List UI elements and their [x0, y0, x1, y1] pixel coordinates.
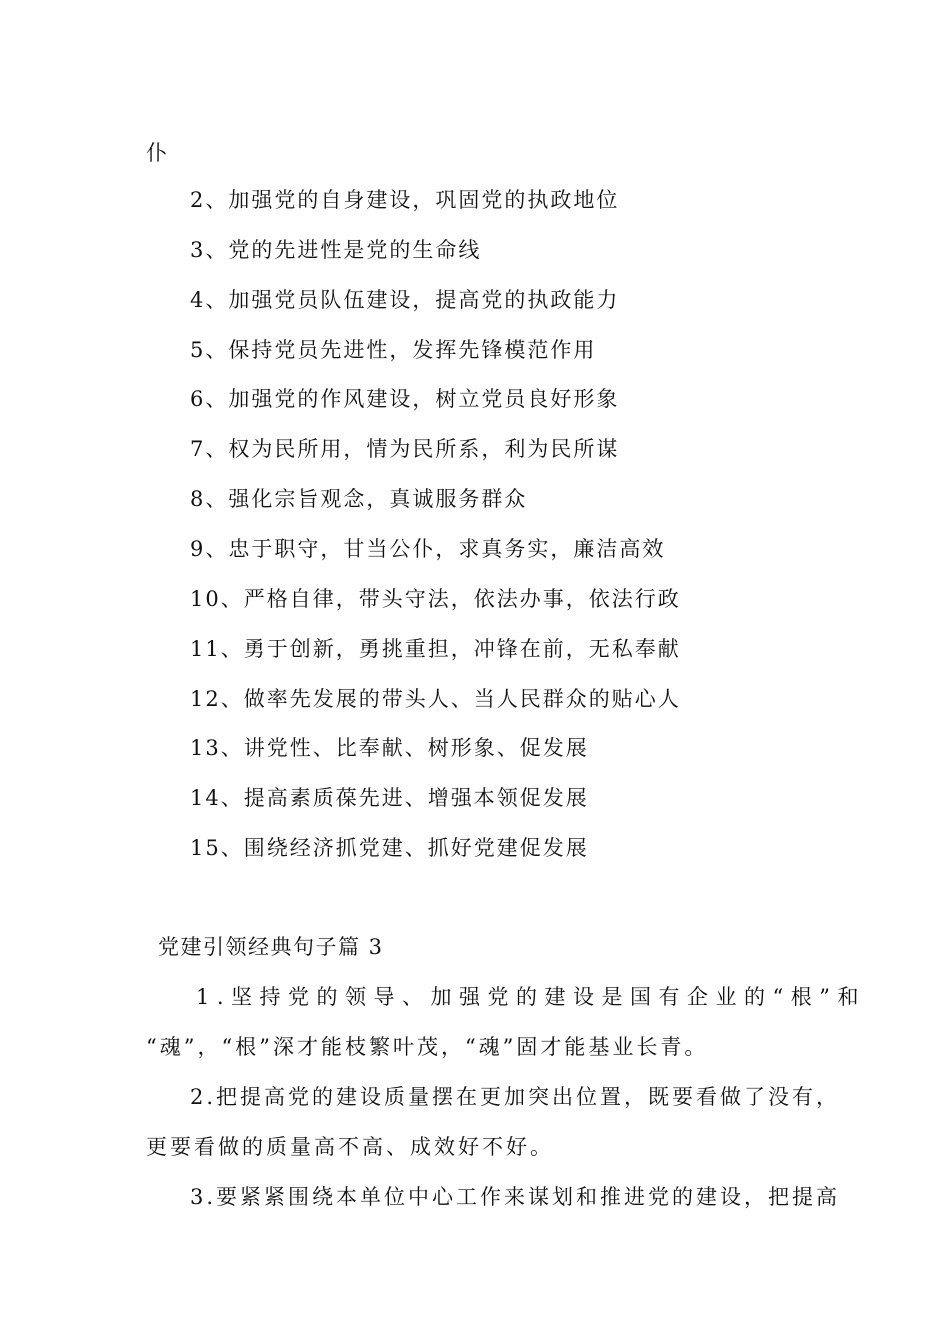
list-item: 10、严格自律，带头守法，依法办事，依法行政	[190, 587, 681, 611]
list-item: 15、围绕经济抓党建、抓好党建促发展	[190, 836, 589, 860]
list-item: 14、提高素质葆先进、增强本领促发展	[190, 786, 589, 810]
paragraph-line: 2.把提高党的建设质量摆在更加突出位置，既要看做了没有，	[190, 1085, 841, 1109]
list-item: 6、加强党的作风建设，树立党员良好形象	[190, 387, 620, 411]
list-item: 3、党的先进性是党的生命线	[190, 238, 482, 262]
section-heading: 党建引领经典句子篇 3	[158, 935, 384, 959]
list-item: 13、讲党性、比奉献、树形象、促发展	[190, 736, 589, 760]
list-item: 9、忠于职守，甘当公仆，求真务实，廉洁高效	[190, 537, 666, 561]
list-item: 12、做率先发展的带头人、当人民群众的贴心人	[190, 687, 681, 711]
paragraph-line: “魂”，“根”深才能枝繁叶茂，“魂”固才能基业长青。	[146, 1035, 709, 1059]
list-item: 11、勇于创新，勇挑重担，冲锋在前，无私奉献	[190, 637, 681, 661]
list-item: 2、加强党的自身建设，巩固党的执政地位	[190, 188, 620, 212]
paragraph-line: 更要看做的质量高不高、成效好不好。	[146, 1135, 554, 1159]
list-item: 5、保持党员先进性，发挥先锋模范作用	[190, 338, 597, 362]
list-item: 4、加强党员队伍建设，提高党的执政能力	[190, 288, 620, 312]
list-item: 7、权为民所用，情为民所系，利为民所谋	[190, 437, 620, 461]
paragraph-line: 1.坚持党的领导、加强党的建设是国有企业的“根”和	[196, 985, 867, 1009]
list-item: 8、强化宗旨观念，真诚服务群众	[190, 487, 528, 511]
paragraph-line: 3.要紧紧围绕本单位中心工作来谋划和推进党的建设，把提高	[190, 1185, 841, 1209]
continuation-text: 仆	[146, 141, 169, 165]
